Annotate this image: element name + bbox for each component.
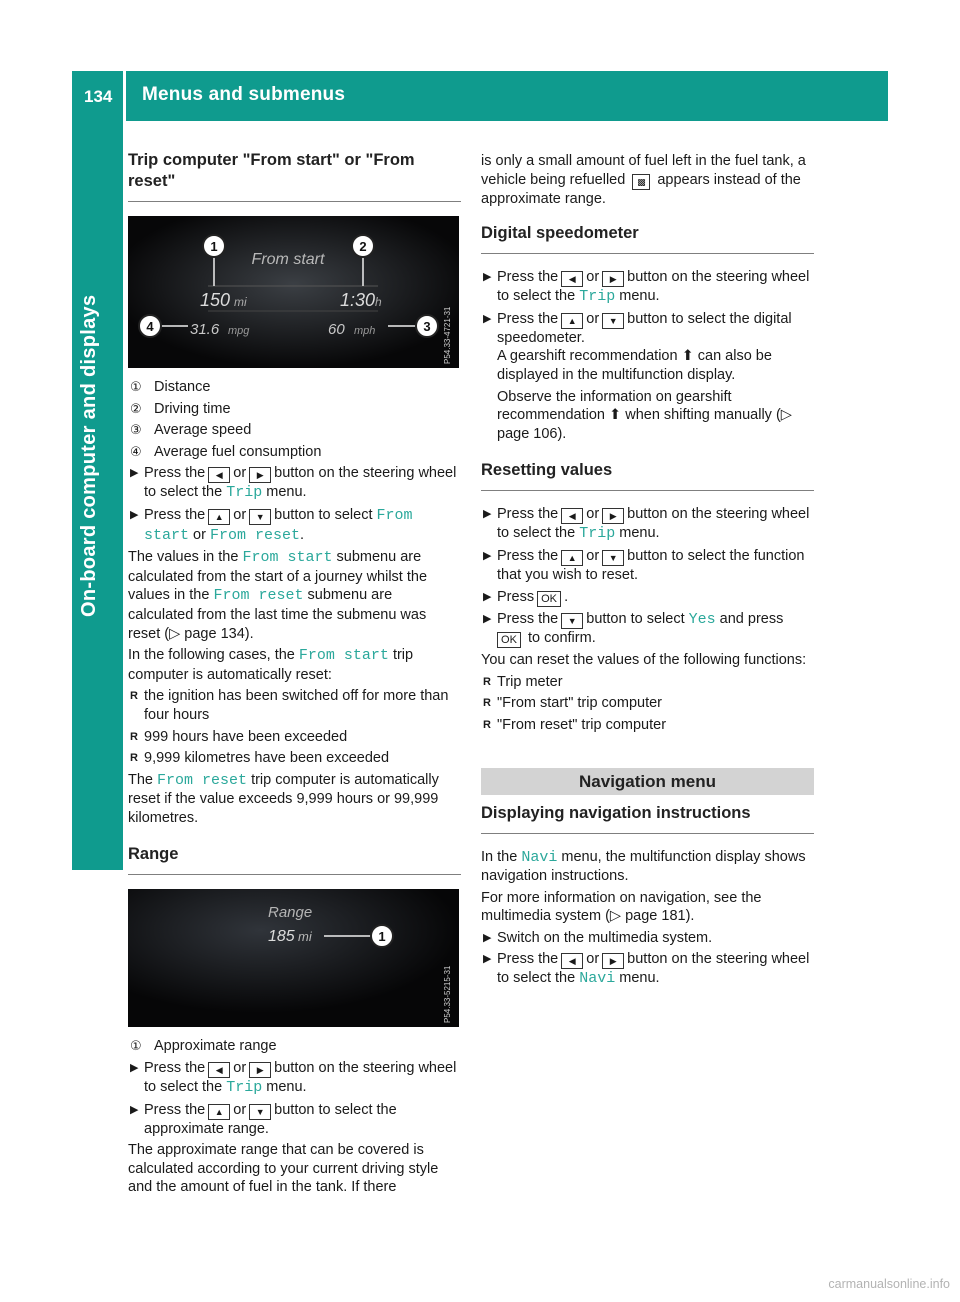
page-number: 134 (84, 87, 113, 106)
step-arrow-icon: ▶ (130, 508, 139, 521)
left-key-icon: ◀ (208, 1062, 230, 1078)
range-figure (128, 889, 459, 1027)
refuel-symbol-icon: ▩ (632, 174, 650, 190)
instruction-step: ▶ Press the ▲ or ▼ button to select the digital speedometer. A gearshift recommendation ⬆ can also be displayed in the multifunction display. (483, 310, 792, 383)
step-arrow-icon: ▶ (130, 467, 139, 480)
paragraph: The From reset trip computer is automatically reset if the value exceeds 9,999 hours or 99,999 kilometres. (128, 771, 439, 826)
page-ref-pointer-icon: ▷ (780, 407, 792, 424)
fig-range-title: Range (268, 904, 313, 922)
right-key-icon: ▶ (602, 271, 624, 287)
up-key-icon: ▲ (561, 313, 583, 329)
left-column (128, 150, 461, 1200)
ok-key-icon: OK (497, 632, 521, 648)
left-key-icon: ◀ (561, 508, 583, 524)
fig-speed: 60 (328, 321, 345, 338)
step-arrow-icon: ▶ (483, 953, 492, 966)
up-key-icon: ▲ (561, 550, 583, 566)
list-item: R Trip meter (483, 673, 563, 690)
instruction-step: ▶ Press OK . (483, 588, 569, 605)
step-arrow-icon: ▶ (130, 1103, 139, 1116)
ok-key-icon: OK (537, 591, 561, 607)
fig-consumption: 31.6 (190, 321, 220, 338)
divider (481, 490, 814, 491)
paragraph: is only a small amount of fuel left in the fuel tank, a vehicle being refuelled ▩ appears instead of the approximate range. (481, 153, 806, 207)
instruction-step: ▶ Press the ◀ or ▶ button on the steering wheel to select the Navi menu. (483, 951, 810, 988)
instruction-step: ▶ Press the ◀ or ▶ button on the steering wheel to select the Trip menu. (130, 465, 457, 502)
svg-text:2: 2 (359, 239, 367, 254)
right-column (481, 152, 814, 992)
fig-consumption-unit: mpg (228, 325, 250, 337)
trip-figure (128, 216, 459, 368)
callout-1 (371, 925, 393, 947)
step-arrow-icon: ▶ (483, 931, 492, 944)
list-item: R "From reset" trip computer (483, 716, 667, 733)
paragraph: The values in the From start submenu are calculated from the start of a journey whilst the values in the From reset submenu are calculated from the last time the submenu was reset (▷ page 134). (128, 549, 428, 642)
callout-2 (352, 235, 374, 257)
list-item: R "From start" trip computer (483, 695, 662, 712)
divider (481, 253, 814, 254)
gearshift-icon: ⬆ (681, 348, 694, 365)
section-band: Navigation menu (481, 768, 814, 795)
paragraph: In the following cases, the From start trip computer is automatically reset: (128, 647, 414, 683)
step-arrow-icon: ▶ (483, 549, 492, 562)
instruction-step: ▶ Press the ▲ or ▼ button to select the approximate range. (130, 1101, 397, 1137)
legend-item: ① Distance (130, 379, 211, 395)
list-item: R 999 hours have been exceeded (130, 728, 348, 745)
svg-text:1: 1 (210, 239, 218, 254)
footer-watermark[interactable]: carmanualsonline.info (828, 1277, 950, 1292)
paragraph: For more information on navigation, see the multimedia system (▷ page 181). (481, 889, 762, 925)
svg-text:4: 4 (146, 319, 154, 334)
left-key-icon: ◀ (561, 953, 583, 969)
trip-heading: Trip computer "From start" or "From reset" (128, 151, 415, 190)
instruction-step: ▶ Press the ◀ or ▶ button on the steering wheel to select the Trip menu. (130, 1060, 457, 1097)
list-item: R 9,999 kilometres have been exceeded (130, 750, 390, 767)
step-arrow-icon: ▶ (483, 590, 492, 603)
step-arrow-icon: ▶ (483, 612, 492, 625)
fig-time-unit: h (375, 295, 382, 309)
paragraph: You can reset the values of the following functions: (481, 652, 807, 669)
list-item: R the ignition has been switched off for more than four hours (130, 688, 449, 723)
up-key-icon: ▲ (208, 509, 230, 525)
range-heading: Range (128, 845, 179, 864)
instruction-step: ▶ Press the ◀ or ▶ button on the steering wheel to select the Trip menu. (483, 506, 810, 543)
fig-time: 1:30 (340, 290, 376, 310)
svg-text:3: 3 (423, 319, 431, 334)
right-key-icon: ▶ (249, 1062, 271, 1078)
divider (128, 201, 461, 202)
navigation-heading: Displaying navigation instructions (481, 803, 751, 822)
page-ref-pointer-icon: ▷ (609, 908, 622, 925)
up-key-icon: ▲ (208, 1104, 230, 1120)
instruction-note: Observe the information on gearshift recommendation ⬆ when shifting manually (▷ page 106). (497, 388, 792, 442)
svg-text:1: 1 (378, 929, 386, 945)
down-key-icon: ▼ (561, 613, 583, 629)
right-key-icon: ▶ (249, 467, 271, 483)
down-key-icon: ▼ (249, 1104, 271, 1120)
step-arrow-icon: ▶ (483, 312, 492, 325)
right-key-icon: ▶ (602, 953, 624, 969)
range-display-graphic (128, 889, 459, 1027)
legend-item: ② Driving time (130, 400, 231, 417)
trip-display-graphic (128, 216, 459, 368)
fig-distance-unit: mi (234, 295, 247, 309)
instruction-step: ▶ Switch on the multimedia system. (483, 929, 713, 946)
callout-1 (203, 235, 225, 257)
instruction-step: ▶ Press the ▼ button to select Yes and press OK to confirm. (483, 610, 784, 647)
legend-item: ① Approximate range (130, 1038, 277, 1055)
paragraph: The approximate range that can be covered is calculated according to your current driving style and the amount of fuel in the tank. If there (128, 1142, 439, 1196)
figure-code: P54.33-5215-31 (443, 966, 452, 1024)
fig-speed-unit: mph (354, 325, 376, 337)
instruction-step: ▶ Press the ▲ or ▼ button to select From start or From reset. (130, 506, 413, 544)
legend-item: ③ Average speed (130, 422, 252, 439)
fig-title: From start (251, 251, 325, 268)
reset-heading: Resetting values (481, 461, 613, 480)
callout-4 (139, 315, 161, 337)
speedometer-heading: Digital speedometer (481, 224, 639, 243)
divider (128, 874, 461, 875)
instruction-step: ▶ Press the ▲ or ▼ button to select the function that you wish to reset. (483, 547, 805, 583)
step-arrow-icon: ▶ (130, 1062, 139, 1075)
chapter-title: Menus and submenus (142, 84, 346, 105)
step-arrow-icon: ▶ (483, 508, 492, 521)
figure-code: P54.33-4721-31 (443, 306, 452, 364)
fig-range-unit: mi (298, 929, 312, 945)
paragraph: In the Navi menu, the multifunction display shows navigation instructions. (481, 848, 806, 885)
callout-3 (416, 315, 438, 337)
down-key-icon: ▼ (602, 313, 624, 329)
fig-distance: 150 (200, 290, 231, 310)
right-key-icon: ▶ (602, 508, 624, 524)
down-key-icon: ▼ (602, 550, 624, 566)
step-arrow-icon: ▶ (483, 271, 492, 284)
header-separator (123, 71, 126, 121)
down-key-icon: ▼ (249, 509, 271, 525)
side-tab-label (80, 581, 99, 617)
legend-item: ④ Average fuel consumption (130, 443, 322, 460)
left-key-icon: ◀ (561, 271, 583, 287)
page-ref-pointer-icon: ▷ (169, 625, 181, 642)
left-key-icon: ◀ (208, 467, 230, 483)
instruction-step: ▶ Press the ◀ or ▶ button on the steering wheel to select the Trip menu. (483, 269, 810, 306)
gearshift-icon: ⬆ (609, 407, 622, 424)
divider (481, 833, 814, 834)
fig-range-value: 185 (268, 928, 295, 946)
